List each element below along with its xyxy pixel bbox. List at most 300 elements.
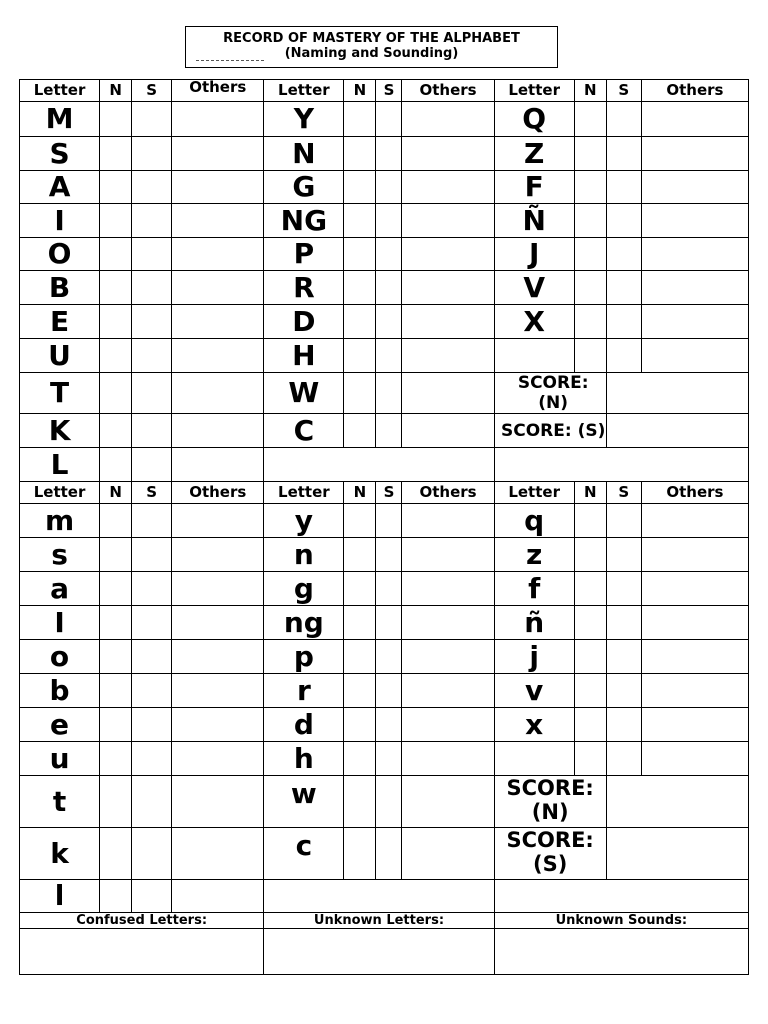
mark-cell[interactable]	[132, 572, 172, 606]
letter-cell: z	[494, 538, 574, 572]
mark-cell[interactable]	[100, 606, 132, 640]
mark-cell[interactable]	[574, 137, 606, 171]
mark-cell[interactable]	[100, 414, 132, 448]
mark-cell[interactable]	[606, 674, 641, 708]
mark-cell[interactable]	[344, 572, 376, 606]
mark-cell[interactable]	[376, 708, 402, 742]
blank-cell	[494, 880, 748, 913]
mark-cell[interactable]	[100, 572, 132, 606]
letter-cell: n	[264, 538, 344, 572]
score-label: SCORE: (S)	[494, 414, 606, 448]
mark-cell[interactable]	[344, 171, 376, 204]
mark-cell[interactable]	[132, 828, 172, 880]
score-label-line2: (S)	[533, 852, 568, 876]
header-letter: Letter	[264, 482, 344, 504]
mark-cell[interactable]	[376, 305, 402, 339]
letter-cell: NG	[264, 204, 344, 238]
mark-cell[interactable]	[606, 538, 641, 572]
confused-letters-field[interactable]	[20, 929, 264, 975]
mark-cell[interactable]	[344, 606, 376, 640]
mark-cell[interactable]	[344, 414, 376, 448]
mark-cell[interactable]	[172, 238, 264, 271]
mark-cell[interactable]	[402, 708, 494, 742]
letter-cell: u	[20, 742, 100, 776]
letter-cell: p	[264, 640, 344, 674]
mark-cell[interactable]	[132, 204, 172, 238]
mark-cell[interactable]	[344, 204, 376, 238]
header-s: S	[606, 80, 641, 102]
letter-cell: w	[264, 776, 344, 828]
letter-cell: y	[264, 504, 344, 538]
mark-cell[interactable]	[100, 708, 132, 742]
mark-cell[interactable]	[641, 238, 748, 271]
mark-cell[interactable]	[402, 674, 494, 708]
header-n: N	[100, 482, 132, 504]
letter-cell: Ñ	[494, 204, 574, 238]
mark-cell[interactable]	[100, 339, 132, 373]
mark-cell[interactable]	[132, 414, 172, 448]
score-label-line1: SCORE:	[506, 776, 594, 800]
mark-cell[interactable]	[100, 448, 132, 482]
mark-cell[interactable]	[100, 137, 132, 171]
mark-cell[interactable]	[172, 339, 264, 373]
mark-cell[interactable]	[606, 238, 641, 271]
mark-cell[interactable]	[606, 137, 641, 171]
alphabet-record-table	[19, 79, 749, 975]
letter-row	[20, 674, 749, 708]
mark-cell[interactable]	[172, 204, 264, 238]
mark-cell[interactable]	[574, 339, 606, 373]
header-s: S	[376, 482, 402, 504]
letter-row	[20, 742, 749, 776]
header-s: S	[132, 80, 172, 102]
letter-cell: X	[494, 305, 574, 339]
mark-cell[interactable]	[574, 271, 606, 305]
mark-cell[interactable]	[172, 137, 264, 171]
mark-cell[interactable]	[641, 271, 748, 305]
mark-cell[interactable]	[172, 373, 264, 414]
mark-cell[interactable]	[606, 504, 641, 538]
mark-cell[interactable]	[376, 828, 402, 880]
mark-cell[interactable]	[344, 504, 376, 538]
mark-cell[interactable]	[402, 776, 494, 828]
mark-cell[interactable]	[100, 828, 132, 880]
letter-row	[20, 640, 749, 674]
mark-cell[interactable]	[172, 305, 264, 339]
letter-cell: t	[20, 776, 100, 828]
mark-cell[interactable]	[376, 339, 402, 373]
unknown-letters-field[interactable]	[264, 929, 494, 975]
letter-cell: q	[494, 504, 574, 538]
mark-cell[interactable]	[132, 504, 172, 538]
mark-cell[interactable]	[344, 137, 376, 171]
letter-row	[20, 572, 749, 606]
header-letter: Letter	[494, 80, 574, 102]
mark-cell[interactable]	[100, 504, 132, 538]
header-n: N	[574, 482, 606, 504]
mark-cell[interactable]	[344, 708, 376, 742]
header-others: Others	[641, 80, 748, 102]
mark-cell[interactable]	[376, 238, 402, 271]
mark-cell[interactable]	[574, 606, 606, 640]
mark-cell[interactable]	[606, 102, 641, 137]
letter-cell: F	[494, 171, 574, 204]
letter-row	[20, 776, 749, 828]
mark-cell[interactable]	[641, 204, 748, 238]
mark-cell[interactable]	[172, 171, 264, 204]
letter-cell: Q	[494, 102, 574, 137]
mark-cell[interactable]	[100, 238, 132, 271]
letter-cell: W	[264, 373, 344, 414]
mark-cell[interactable]	[376, 776, 402, 828]
mark-cell[interactable]	[641, 708, 748, 742]
unknown-sounds-field[interactable]	[494, 929, 748, 975]
mark-cell[interactable]	[132, 373, 172, 414]
letter-row	[20, 880, 749, 913]
letter-cell: B	[20, 271, 100, 305]
letter-cell: f	[494, 572, 574, 606]
mark-cell[interactable]	[402, 171, 494, 204]
mark-cell[interactable]	[641, 538, 748, 572]
letter-cell: b	[20, 674, 100, 708]
mark-cell[interactable]	[574, 708, 606, 742]
mark-cell[interactable]	[132, 674, 172, 708]
mark-cell[interactable]	[100, 171, 132, 204]
mark-cell[interactable]	[172, 880, 264, 913]
mark-cell[interactable]	[100, 102, 132, 137]
mark-cell[interactable]	[172, 448, 264, 482]
mark-cell[interactable]	[606, 572, 641, 606]
mark-cell[interactable]	[641, 640, 748, 674]
mark-cell[interactable]	[376, 538, 402, 572]
mark-cell[interactable]	[376, 742, 402, 776]
letter-cell: I	[20, 204, 100, 238]
score-label-line2: (N)	[531, 800, 569, 824]
letter-cell: E	[20, 305, 100, 339]
mark-cell[interactable]	[132, 880, 172, 913]
letter-cell: l	[20, 880, 100, 913]
mark-cell[interactable]	[132, 448, 172, 482]
mark-cell[interactable]	[574, 171, 606, 204]
header-others: Others	[402, 482, 494, 504]
mark-cell[interactable]	[132, 339, 172, 373]
letter-row	[20, 305, 749, 339]
mark-cell[interactable]	[574, 305, 606, 339]
mark-cell[interactable]	[402, 572, 494, 606]
mark-cell[interactable]	[344, 305, 376, 339]
mark-cell[interactable]	[132, 776, 172, 828]
header-row	[20, 482, 749, 504]
header-letter: Letter	[20, 482, 100, 504]
mark-cell[interactable]	[402, 305, 494, 339]
mark-cell[interactable]	[376, 606, 402, 640]
mark-cell[interactable]	[402, 414, 494, 448]
letter-cell: N	[264, 137, 344, 171]
letter-row	[20, 414, 749, 448]
score-label	[494, 828, 606, 880]
mark-cell[interactable]	[100, 305, 132, 339]
mark-cell[interactable]	[100, 880, 132, 913]
mark-cell[interactable]	[574, 504, 606, 538]
mark-cell[interactable]	[574, 102, 606, 137]
mark-cell[interactable]	[402, 204, 494, 238]
mark-cell[interactable]	[132, 305, 172, 339]
letter-cell: o	[20, 640, 100, 674]
mark-cell[interactable]	[641, 572, 748, 606]
blank-cell	[264, 880, 494, 913]
mark-cell[interactable]	[172, 828, 264, 880]
letter-row	[20, 504, 749, 538]
letter-cell: d	[264, 708, 344, 742]
letter-cell: M	[20, 102, 100, 137]
letter-cell: P	[264, 238, 344, 271]
mark-cell[interactable]	[172, 640, 264, 674]
letter-cell: H	[264, 339, 344, 373]
footer-label-row	[20, 913, 749, 929]
letter-cell: K	[20, 414, 100, 448]
letter-cell: I	[20, 606, 100, 640]
mark-cell[interactable]	[574, 640, 606, 674]
mark-cell[interactable]	[574, 204, 606, 238]
mark-cell[interactable]	[641, 171, 748, 204]
mark-cell[interactable]	[172, 776, 264, 828]
mark-cell[interactable]	[376, 640, 402, 674]
mark-cell[interactable]	[100, 373, 132, 414]
mark-cell[interactable]	[402, 102, 494, 137]
mark-cell[interactable]	[376, 504, 402, 538]
mark-cell[interactable]	[574, 572, 606, 606]
header-others: Others	[172, 80, 264, 102]
mark-cell[interactable]	[132, 538, 172, 572]
letter-cell: L	[20, 448, 100, 482]
letter-row	[20, 339, 749, 373]
mark-cell[interactable]	[344, 742, 376, 776]
header-letter: Letter	[20, 80, 100, 102]
mark-cell[interactable]	[172, 606, 264, 640]
letter-cell: T	[20, 373, 100, 414]
letter-cell: k	[20, 828, 100, 880]
mark-cell[interactable]	[172, 504, 264, 538]
mark-cell[interactable]	[376, 102, 402, 137]
letter-row	[20, 171, 749, 204]
mark-cell[interactable]	[641, 504, 748, 538]
title-box	[185, 26, 558, 68]
mark-cell[interactable]	[376, 674, 402, 708]
mark-cell[interactable]	[172, 708, 264, 742]
mark-cell[interactable]	[606, 606, 641, 640]
mark-cell[interactable]	[132, 102, 172, 137]
letter-row	[20, 373, 749, 414]
footer-entry-row	[20, 929, 749, 975]
letter-cell: Y	[264, 102, 344, 137]
letter-cell: C	[264, 414, 344, 448]
mark-cell[interactable]	[172, 414, 264, 448]
header-n: N	[344, 80, 376, 102]
letter-row	[20, 238, 749, 271]
page-title: RECORD OF MASTERY OF THE ALPHABET	[223, 31, 520, 46]
mark-cell[interactable]	[402, 742, 494, 776]
letter-row	[20, 102, 749, 137]
mark-cell[interactable]	[641, 606, 748, 640]
mark-cell[interactable]	[100, 742, 132, 776]
score-value[interactable]	[606, 414, 748, 448]
mark-cell[interactable]	[606, 171, 641, 204]
header-n: N	[344, 482, 376, 504]
mark-cell[interactable]	[402, 640, 494, 674]
unknown-letters-label: Unknown Letters:	[264, 913, 494, 929]
mark-cell[interactable]	[172, 742, 264, 776]
mark-cell[interactable]	[574, 238, 606, 271]
mark-cell[interactable]	[402, 238, 494, 271]
mark-cell[interactable]	[402, 504, 494, 538]
mark-cell[interactable]	[100, 674, 132, 708]
mark-cell[interactable]	[402, 538, 494, 572]
mark-cell[interactable]	[344, 640, 376, 674]
mark-cell[interactable]	[344, 538, 376, 572]
mark-cell[interactable]	[172, 674, 264, 708]
header-others: Others	[402, 80, 494, 102]
mark-cell[interactable]	[402, 271, 494, 305]
header-row	[20, 80, 749, 102]
letter-row	[20, 828, 749, 880]
mark-cell[interactable]	[606, 708, 641, 742]
mark-cell[interactable]	[132, 640, 172, 674]
mark-cell[interactable]	[402, 373, 494, 414]
mark-cell[interactable]	[132, 708, 172, 742]
score-label	[494, 776, 606, 828]
mark-cell[interactable]	[132, 238, 172, 271]
letter-cell: r	[264, 674, 344, 708]
mark-cell[interactable]	[606, 271, 641, 305]
letter-row	[20, 271, 749, 305]
mark-cell[interactable]	[376, 373, 402, 414]
letter-cell: R	[264, 271, 344, 305]
letter-row	[20, 708, 749, 742]
score-label: SCORE: (N)	[494, 373, 606, 414]
blank-cell	[494, 339, 574, 373]
score-value[interactable]	[606, 373, 748, 414]
mark-cell[interactable]	[641, 339, 748, 373]
mark-cell[interactable]	[376, 271, 402, 305]
letter-row	[20, 538, 749, 572]
mark-cell[interactable]	[606, 305, 641, 339]
header-letter: Letter	[494, 482, 574, 504]
mark-cell[interactable]	[132, 137, 172, 171]
letter-cell: O	[20, 238, 100, 271]
name-line	[196, 60, 264, 61]
letter-row	[20, 448, 749, 482]
letter-cell: h	[264, 742, 344, 776]
mark-cell[interactable]	[100, 271, 132, 305]
header-n: N	[100, 80, 132, 102]
mark-cell[interactable]	[100, 640, 132, 674]
mark-cell[interactable]	[344, 271, 376, 305]
mark-cell[interactable]	[344, 828, 376, 880]
header-others: Others	[172, 482, 264, 504]
header-letter: Letter	[264, 80, 344, 102]
letter-cell: a	[20, 572, 100, 606]
blank-cell	[494, 742, 574, 776]
mark-cell[interactable]	[344, 102, 376, 137]
letter-cell: x	[494, 708, 574, 742]
mark-cell[interactable]	[574, 742, 606, 776]
score-value[interactable]	[606, 828, 748, 880]
mark-cell[interactable]	[574, 674, 606, 708]
mark-cell[interactable]	[376, 414, 402, 448]
mark-cell[interactable]	[606, 640, 641, 674]
letter-cell: S	[20, 137, 100, 171]
letter-cell: g	[264, 572, 344, 606]
letter-row	[20, 606, 749, 640]
letter-cell: J	[494, 238, 574, 271]
header-s: S	[606, 482, 641, 504]
mark-cell[interactable]	[641, 674, 748, 708]
mark-cell[interactable]	[641, 137, 748, 171]
letter-cell: e	[20, 708, 100, 742]
mark-cell[interactable]	[606, 742, 641, 776]
letter-cell: m	[20, 504, 100, 538]
mark-cell[interactable]	[172, 271, 264, 305]
mark-cell[interactable]	[172, 102, 264, 137]
mark-cell[interactable]	[100, 538, 132, 572]
letter-row	[20, 204, 749, 238]
mark-cell[interactable]	[344, 674, 376, 708]
letter-cell: Z	[494, 137, 574, 171]
letter-cell: v	[494, 674, 574, 708]
mark-cell[interactable]	[172, 572, 264, 606]
mark-cell[interactable]	[344, 373, 376, 414]
header-s: S	[376, 80, 402, 102]
mark-cell[interactable]	[641, 742, 748, 776]
blank-cell	[264, 448, 494, 482]
mark-cell[interactable]	[574, 538, 606, 572]
mark-cell[interactable]	[344, 238, 376, 271]
confused-letters-label: Confused Letters:	[20, 913, 264, 929]
mark-cell[interactable]	[402, 828, 494, 880]
mark-cell[interactable]	[402, 339, 494, 373]
page-subtitle: (Naming and Sounding)	[284, 46, 459, 61]
mark-cell[interactable]	[376, 204, 402, 238]
mark-cell[interactable]	[344, 339, 376, 373]
mark-cell[interactable]	[132, 742, 172, 776]
mark-cell[interactable]	[402, 137, 494, 171]
letter-cell: ng	[264, 606, 344, 640]
letter-cell: j	[494, 640, 574, 674]
mark-cell[interactable]	[344, 776, 376, 828]
mark-cell[interactable]	[132, 606, 172, 640]
header-n: N	[574, 80, 606, 102]
mark-cell[interactable]	[100, 204, 132, 238]
mark-cell[interactable]	[641, 305, 748, 339]
mark-cell[interactable]	[376, 137, 402, 171]
mark-cell[interactable]	[402, 606, 494, 640]
mark-cell[interactable]	[606, 339, 641, 373]
letter-cell: G	[264, 171, 344, 204]
mark-cell[interactable]	[606, 204, 641, 238]
mark-cell[interactable]	[100, 776, 132, 828]
mark-cell[interactable]	[376, 171, 402, 204]
letter-cell: ñ	[494, 606, 574, 640]
mark-cell[interactable]	[641, 102, 748, 137]
header-s: S	[132, 482, 172, 504]
letter-cell: c	[264, 828, 344, 880]
score-value[interactable]	[606, 776, 748, 828]
letter-cell: V	[494, 271, 574, 305]
mark-cell[interactable]	[132, 171, 172, 204]
mark-cell[interactable]	[376, 572, 402, 606]
mark-cell[interactable]	[172, 538, 264, 572]
mark-cell[interactable]	[132, 271, 172, 305]
